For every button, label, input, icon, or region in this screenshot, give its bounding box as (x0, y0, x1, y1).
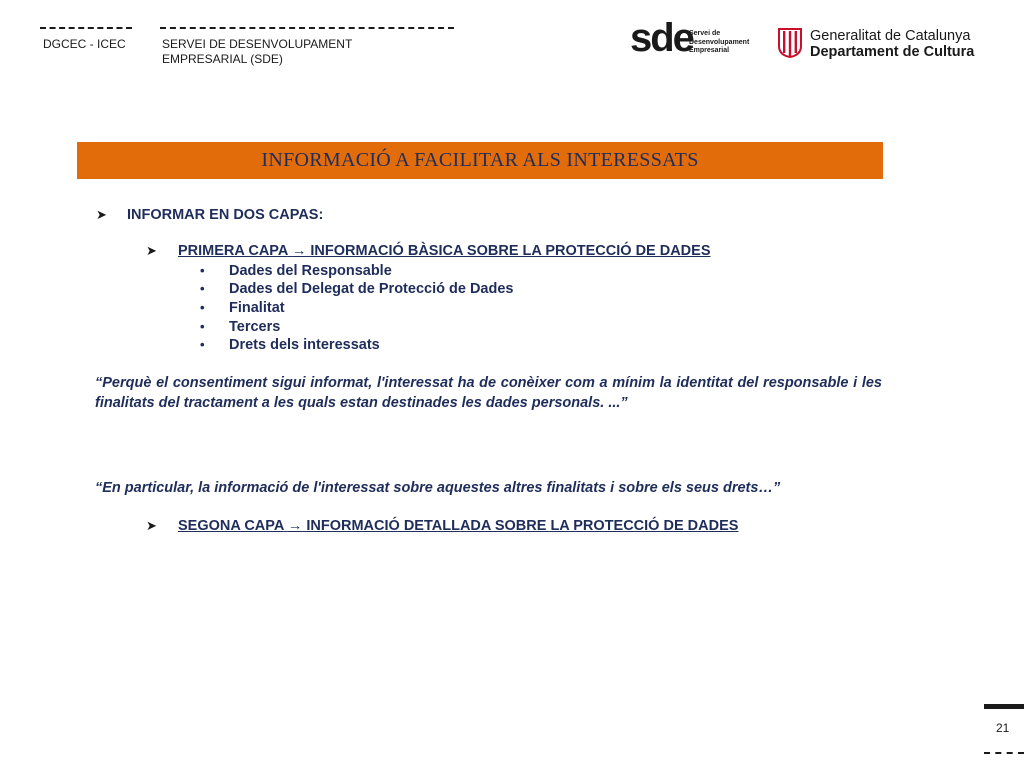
sde-logo-line1: Servei de (689, 30, 721, 37)
header-org-left: DGCEC - ICEC (43, 37, 126, 51)
arrowhead-bullet-icon: ➤ (146, 243, 157, 258)
list-item: Dades del Delegat de Protecció de Dades (229, 281, 514, 297)
sde-logo-line2: Desenvolupament (689, 38, 750, 46)
second-layer-description: INFORMACIÓ DETALLADA SOBRE LA PROTECCIÓ DE DADES (306, 518, 739, 534)
sde-logo (630, 16, 760, 64)
list-item: Tercers (229, 319, 281, 335)
senyera-icon (778, 28, 802, 58)
sde-logo-mark: sde (630, 16, 693, 60)
generalitat-name: Generalitat de Catalunya (810, 28, 971, 44)
first-layer-description: INFORMACIÓ BÀSICA SOBRE LA PROTECCIÓ DE DADES (310, 243, 711, 259)
footer-dash (984, 752, 1024, 754)
first-layer-heading (178, 242, 711, 260)
bullet-dot: • (200, 281, 205, 296)
main-item: INFORMAR EN DOS CAPAS: (127, 207, 324, 223)
header-dash-center (160, 27, 454, 29)
list-item: Finalitat (229, 300, 285, 316)
sde-logo-text (689, 30, 749, 56)
header-org-center-line1: SERVEI DE DESENVOLUPAMENT (162, 37, 353, 51)
sde-logo-line3: Empresarial (689, 47, 730, 54)
footer-bar (984, 704, 1024, 709)
bullet-dot: • (200, 263, 205, 278)
arrowhead-bullet-icon: ➤ (146, 518, 157, 533)
generalitat-logo (778, 28, 988, 62)
bullet-dot: • (200, 319, 205, 334)
bullet-dot: • (200, 337, 205, 352)
right-arrow-icon: → (287, 518, 303, 534)
title-bar (77, 142, 883, 179)
first-layer-label: PRIMERA CAPA (178, 243, 288, 259)
quote-particular: “En particular, la informació de l'interessat sobre aquestes altres finalitats i sobre els seus drets…” (95, 480, 781, 496)
list-item: Drets dels interessats (229, 337, 380, 353)
arrowhead-bullet-icon: ➤ (96, 207, 107, 222)
second-layer-label: SEGONA CAPA (178, 518, 284, 534)
bullet-dot: • (200, 300, 205, 315)
header-org-center-line2: EMPRESARIAL (SDE) (162, 52, 283, 66)
header-dash-left (40, 27, 132, 29)
page-number: 21 (996, 721, 1010, 735)
right-arrow-icon: → (291, 243, 307, 259)
department-name: Departament de Cultura (810, 44, 975, 60)
page-title: INFORMACIÓ A FACILITAR ALS INTERESSATS (261, 149, 699, 171)
second-layer-heading (178, 517, 738, 535)
quote-consent: “Perquè el consentiment sigui informat, l'interessat ha de conèixer com a mínim la identitat del responsable i les finalitats del tractament a les quals estan destinades les dades personals. ...” (95, 375, 882, 411)
list-item: Dades del Responsable (229, 263, 392, 279)
